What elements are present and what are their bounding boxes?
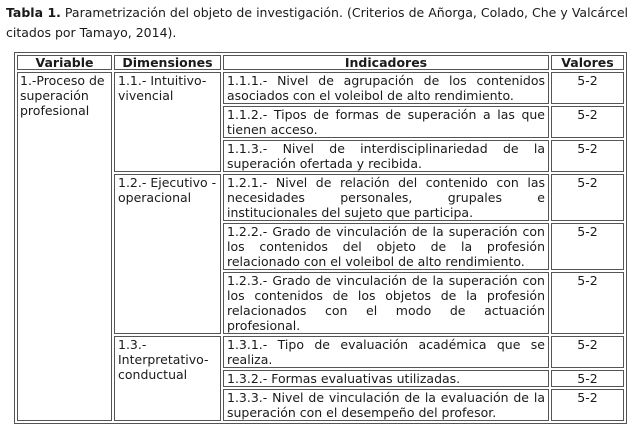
indicator-cell: 1.3.3.- Nivel de vinculación de la evaluación de la superación con el desempeño del profesor.: [223, 389, 549, 421]
variable-cell: 1.-Proceso de superación profesional: [17, 72, 112, 421]
value-cell: 5-2: [551, 370, 624, 387]
value-cell: 5-2: [551, 223, 624, 270]
table-caption: [6, 3, 628, 43]
value-cell: 5-2: [551, 174, 624, 221]
dimension-cell: 1.1.- Intuitivo-vivencial: [114, 72, 221, 172]
indicator-cell: 1.1.3.- Nivel de interdisciplinariedad de la superación ofertada y recibida.: [223, 140, 549, 172]
header-indicadores: Indicadores: [223, 55, 549, 70]
table-caption-text: Parametrización del objeto de investigación. (Criterios de Añorga, Colado, Che y Valcárcel citados por Tamayo, 2014).: [6, 5, 628, 40]
value-cell: 5-2: [551, 106, 624, 138]
table-row: [17, 72, 624, 104]
indicator-cell: 1.2.3.- Grado de vinculación de la superación con los contenidos de los objetos de la profesión relacionados con el modo de actuación profesional.: [223, 272, 549, 334]
indicator-cell: 1.3.2.- Formas evaluativas utilizadas.: [223, 370, 549, 387]
value-cell: 5-2: [551, 272, 624, 334]
indicator-cell: 1.1.2.- Tipos de formas de superación a las que tienen acceso.: [223, 106, 549, 138]
indicator-cell: 1.2.1.- Nivel de relación del contenido con las necesidades personales, grupales e institucionales del sujeto que participa.: [223, 174, 549, 221]
parametrization-table: [14, 52, 627, 424]
indicator-cell: 1.2.2.- Grado de vinculación de la superación con los contenidos del objeto de la profesión relacionado con el voleibol de alto rendimiento.: [223, 223, 549, 270]
value-cell: 5-2: [551, 72, 624, 104]
indicator-cell: 1.3.1.- Tipo de evaluación académica que se realiza.: [223, 336, 549, 368]
header-dimensiones: Dimensiones: [114, 55, 221, 70]
indicator-cell: 1.1.1.- Nivel de agrupación de los contenidos asociados con el voleibol de alto rendimiento.: [223, 72, 549, 104]
table-caption-label: Tabla 1.: [6, 5, 61, 20]
header-valores: Valores: [551, 55, 624, 70]
value-cell: 5-2: [551, 140, 624, 172]
value-cell: 5-2: [551, 336, 624, 368]
value-cell: 5-2: [551, 389, 624, 421]
header-row: [17, 55, 624, 70]
header-variable: Variable: [17, 55, 112, 70]
dimension-cell: 1.3.- Interpretativo-conductual: [114, 336, 221, 421]
dimension-cell: 1.2.- Ejecutivo -operacional: [114, 174, 221, 334]
